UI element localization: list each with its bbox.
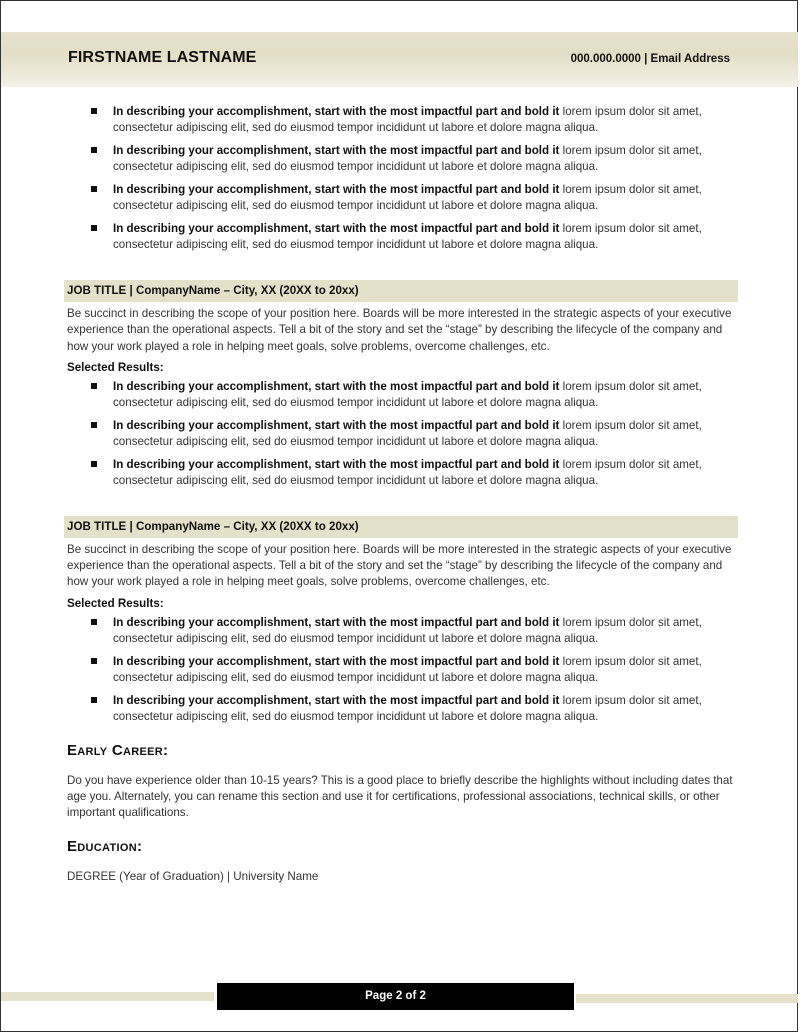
job-title-bar: JOB TITLE | CompanyName – City, XX (20XX to 20xx)	[64, 516, 738, 538]
square-bullet-icon	[91, 225, 97, 231]
job-bullet-list	[67, 615, 737, 725]
early-career-text: Do you have experience older than 10-15 years? This is a good place to briefly describe the highlights without including dates that age you. Alternately, you can rename this section and use it for certifications, professional associations, technical skills, or other important qualifications.	[67, 773, 733, 820]
bullet-lead: In describing your accomplishment, start with the most impactful part and bold it	[113, 379, 560, 393]
square-bullet-icon	[91, 147, 97, 153]
bullet-text: lorem ipsum dolor sit amet, consectetur adipiscing elit, sed do eiusmod tempor incididunt ut labore et dolore magna aliqua.	[113, 183, 702, 212]
square-bullet-icon	[91, 422, 97, 428]
bullet-lead: In describing your accomplishment, start with the most impactful part and bold it	[113, 418, 560, 432]
education-text: DEGREE (Year of Graduation) | University Name	[67, 869, 319, 883]
page-number: Page 2 of 2	[217, 983, 574, 1010]
square-bullet-icon	[91, 108, 97, 114]
bullet-item	[113, 143, 737, 175]
bullet-lead: In describing your accomplishment, start with the most impactful part and bold it	[113, 183, 560, 196]
bullet-lead: In describing your accomplishment, start with the most impactful part and bold it	[113, 615, 560, 629]
square-bullet-icon	[91, 697, 97, 703]
bullet-item	[113, 615, 737, 647]
job-description: Be succinct in describing the scope of your position here. Boards will be more interested in the strategic aspects of your executive experience than the operational aspects. Tell a bit of the story and set the “stage” by describing the lifecycle of the company and how your work played a role in helping meet goals, solve problems, overcome challenges, etc.	[67, 307, 732, 353]
bullet-lead: In describing your accomplishment, start with the most impactful part and bold it	[113, 222, 560, 235]
job-bullet-list	[67, 379, 737, 489]
bullet-lead: In describing your accomplishment, start with the most impactful part and bold it	[113, 654, 560, 668]
job-description: Be succinct in describing the scope of your position here. Boards will be more interested in the strategic aspects of your executive experience than the operational aspects. Tell a bit of the story and set the “stage” by describing the lifecycle of the company and how your work played a role in helping meet goals, solve problems, overcome challenges, etc.	[67, 542, 732, 589]
bullet-item	[113, 693, 737, 725]
square-bullet-icon	[91, 186, 97, 192]
bullet-lead: In describing your accomplishment, start with the most impactful part and bold it	[113, 144, 560, 157]
intro-bullet-list	[67, 104, 737, 253]
square-bullet-icon	[91, 658, 97, 664]
bullet-text: lorem ipsum dolor sit amet, consectetur adipiscing elit, sed do eiusmod tempor incididunt ut labore et dolore magna aliqua.	[113, 379, 702, 409]
bullet-text: lorem ipsum dolor sit amet, consectetur adipiscing elit, sed do eiusmod tempor incididunt ut labore et dolore magna aliqua.	[113, 693, 702, 723]
bullet-item	[113, 221, 737, 253]
bullet-text: lorem ipsum dolor sit amet, consectetur adipiscing elit, sed do eiusmod tempor incididunt ut labore et dolore magna aliqua.	[113, 654, 702, 684]
job-entry	[67, 516, 737, 725]
selected-results-label: Selected Results:	[67, 360, 164, 374]
resume-content	[67, 104, 737, 885]
footer-rule-left	[1, 992, 214, 1001]
contact-info: 000.000.0000 | Email Address	[570, 53, 730, 65]
bullet-item	[113, 418, 737, 450]
bullet-text: lorem ipsum dolor sit amet, consectetur adipiscing elit, sed do eiusmod tempor incididunt ut labore et dolore magna aliqua.	[113, 144, 702, 173]
bullet-lead: In describing your accomplishment, start with the most impactful part and bold it	[113, 105, 560, 118]
footer-rule-right	[576, 994, 798, 1003]
bullet-text: lorem ipsum dolor sit amet, consectetur adipiscing elit, sed do eiusmod tempor incididunt ut labore et dolore magna aliqua.	[113, 457, 702, 487]
bullet-item	[113, 104, 737, 136]
bullet-item	[113, 182, 737, 214]
square-bullet-icon	[91, 619, 97, 625]
early-career-heading: Early Career:	[67, 741, 169, 759]
candidate-name: FIRSTNAME LASTNAME	[68, 49, 257, 66]
bullet-text: lorem ipsum dolor sit amet, consectetur adipiscing elit, sed do eiusmod tempor incididunt ut labore et dolore magna aliqua.	[113, 615, 702, 645]
job-title-bar: JOB TITLE | CompanyName – City, XX (20XX to 20xx)	[64, 280, 738, 302]
education-heading: Education:	[67, 837, 143, 855]
bullet-text: lorem ipsum dolor sit amet, consectetur adipiscing elit, sed do eiusmod tempor incididunt ut labore et dolore magna aliqua.	[113, 418, 702, 448]
bullet-text: lorem ipsum dolor sit amet, consectetur adipiscing elit, sed do eiusmod tempor incididunt ut labore et dolore magna aliqua.	[113, 222, 702, 251]
bullet-item	[113, 457, 737, 489]
bullet-item	[113, 654, 737, 686]
square-bullet-icon	[91, 383, 97, 389]
bullet-lead: In describing your accomplishment, start with the most impactful part and bold it	[113, 457, 560, 471]
selected-results-label: Selected Results:	[67, 596, 164, 610]
job-entry	[67, 280, 737, 489]
bullet-item	[113, 379, 737, 411]
square-bullet-icon	[91, 461, 97, 467]
bullet-lead: In describing your accomplishment, start with the most impactful part and bold it	[113, 693, 560, 707]
bullet-text: lorem ipsum dolor sit amet, consectetur adipiscing elit, sed do eiusmod tempor incididunt ut labore et dolore magna aliqua.	[113, 105, 702, 134]
